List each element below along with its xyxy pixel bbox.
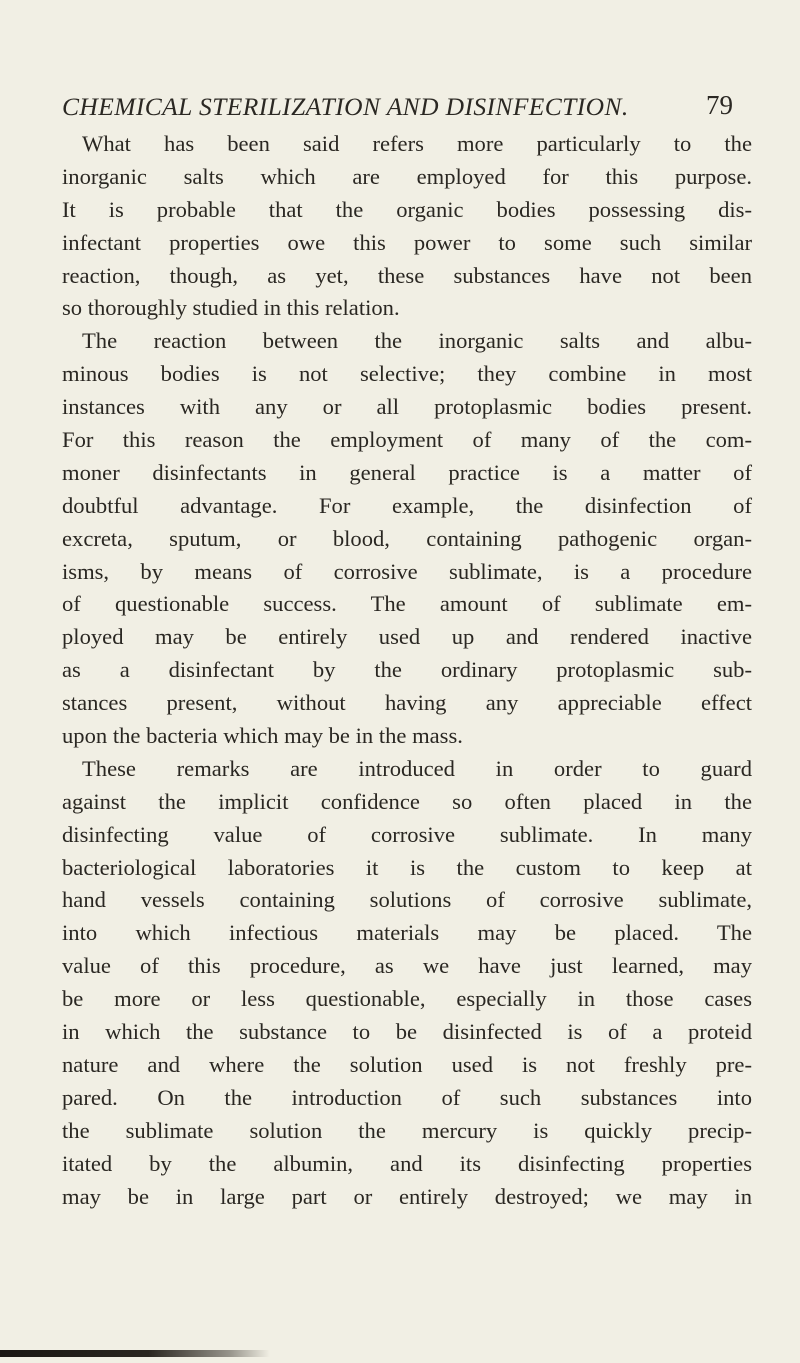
running-head xyxy=(62,92,762,132)
text-line: disinfecting value of corrosive sublimate. In many xyxy=(62,821,752,847)
text-line: as a disinfectant by the ordinary protoplasmic sub- xyxy=(62,657,752,683)
text-line: inorganic salts which are employed for this purpose. xyxy=(62,163,752,189)
text-line: value of this procedure, as we have just learned, may xyxy=(62,953,752,979)
text-line: so thoroughly studied in this relation. xyxy=(62,295,400,321)
running-title: CHEMICAL STERILIZATION AND DISINFECTION. xyxy=(62,92,629,121)
text-line: may be in large part or entirely destroyed; we may in xyxy=(62,1183,752,1209)
text-line: the sublimate solution the mercury is quickly precip- xyxy=(62,1117,752,1143)
text-line: minous bodies is not selective; they combine in most xyxy=(62,361,752,387)
text-line: bacteriological laboratories it is the custom to keep at xyxy=(62,854,752,880)
text-line: pared. On the introduction of such substances into xyxy=(62,1084,752,1110)
text-line: doubtful advantage. For example, the disinfection of xyxy=(62,492,752,518)
text-line: What has been said refers more particularly to the xyxy=(82,131,752,156)
text-line: infectant properties owe this power to some such similar xyxy=(62,229,752,255)
text-line: For this reason the employment of many of the com- xyxy=(62,427,752,453)
text-line: stances present, without having any appreciable effect xyxy=(62,690,752,716)
page-number: 79 xyxy=(706,90,733,120)
text-line: of questionable success. The amount of sublimate em- xyxy=(62,591,752,617)
text-line: be more or less questionable, especially in those cases xyxy=(62,986,752,1012)
text-line: into which infectious materials may be placed. The xyxy=(62,920,752,946)
body-text xyxy=(62,128,752,1213)
text-line: ployed may be entirely used up and rendered inactive xyxy=(62,624,752,650)
text-line: upon the bacteria which may be in the mass. xyxy=(62,723,463,749)
text-line: These remarks are introduced in order to guard xyxy=(82,755,752,781)
text-line: The reaction between the inorganic salts and albu- xyxy=(82,328,752,354)
text-line: instances with any or all protoplasmic bodies present. xyxy=(62,394,752,420)
text-line: hand vessels containing solutions of corrosive sublimate, xyxy=(62,887,752,913)
text-line: nature and where the solution used is not freshly pre- xyxy=(62,1051,752,1077)
text-line: against the implicit confidence so often placed in the xyxy=(62,788,752,814)
text-line: itated by the albumin, and its disinfecting properties xyxy=(62,1150,752,1176)
text-line: It is probable that the organic bodies possessing dis- xyxy=(62,196,752,222)
page-edge-shadow xyxy=(0,1350,270,1357)
text-line: moner disinfectants in general practice is a matter of xyxy=(62,459,752,485)
text-line: reaction, though, as yet, these substances have not been xyxy=(62,262,752,288)
text-line: excreta, sputum, or blood, containing pathogenic organ- xyxy=(62,525,752,551)
text-line: isms, by means of corrosive sublimate, is a procedure xyxy=(62,558,752,584)
text-line: in which the substance to be disinfected is of a proteid xyxy=(62,1019,752,1045)
